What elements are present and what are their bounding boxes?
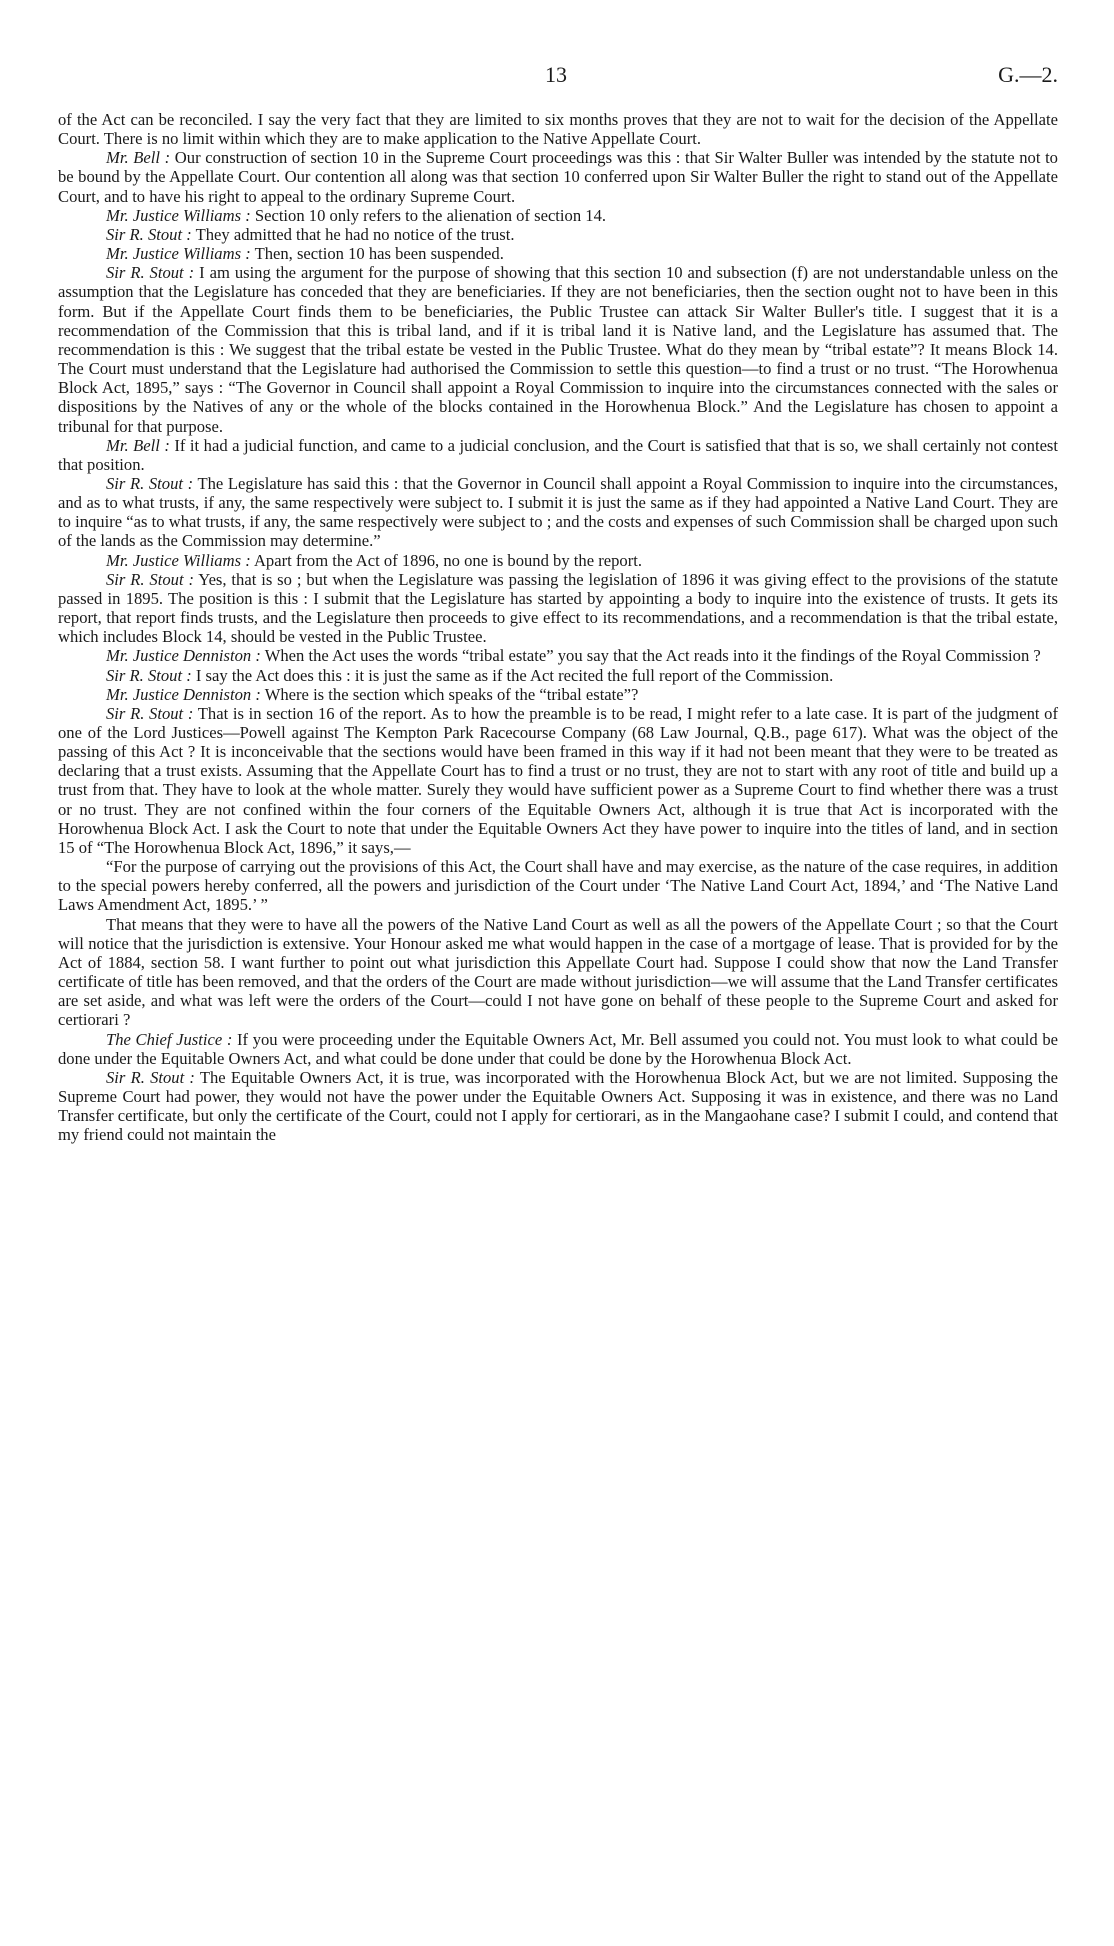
speaker-name: Sir R. Stout : [106, 703, 194, 723]
paragraph-text: If you were proceeding under the Equitable Owners Act, Mr. Bell assumed you could not. You must look to what could be done under the Equitable Owners Act, and what could be done under that could be done by the Horowhenua Block Act. [58, 1029, 1059, 1068]
speaker-name: Mr. Bell : [106, 148, 171, 168]
paragraph-text: I say the Act does this : it is just the same as if the Act recited the full report of the Commission. [191, 665, 834, 685]
speaker-name: Sir R. Stout : [106, 1067, 195, 1087]
paragraph-text: The Legislature has said this : that the Governor in Council shall appoint a Royal Commission to inquire into the circumstances, and as to what trusts, if any, the same respectively were subject to. I submit it is just the same as if they had appointed a Native Land Court. They are to inquire “as to what trusts, if any, the same respectively were subject to ; and the costs and expenses of such Commission shall be charged upon such of the lands as the Commission may determine.” [58, 473, 1058, 551]
speaker-name: The Chief Justice : [106, 1029, 233, 1049]
paragraph-text: Our construction of section 10 in the Supreme Court proceedings was this : that Sir Walter Buller was intended by the statute not to be bound by the Appellate Court. Our contention all along was that section 10 conferred upon Sir Walter Buller the right to stand out of the Appellate Court, and to have his right to appeal to the ordinary Supreme Court. [58, 148, 1058, 206]
paragraph [58, 225, 1058, 244]
paragraph-text: Yes, that is so ; but when the Legislature was passing the legislation of 1896 it was giving effect to the provisions of the statute passed in 1895. The position is this : I submit that the Legislature has started by appointing a body to inquire into the existence of trusts. It gets its report, that report finds trusts, and the Legislature then proceeds to give effect to its recommendations, and a recommendation is that the tribal estate, which includes Block 14, should be vested in the Public Trustee. [58, 569, 1058, 647]
paragraph [58, 666, 1058, 685]
speaker-name: Mr. Justice Denniston : [106, 646, 261, 666]
paragraph [58, 646, 1058, 665]
speaker-name: Sir R. Stout : [106, 263, 195, 283]
speaker-name: Mr. Justice Williams : [106, 550, 251, 570]
paragraph-text: Where is the section which speaks of the “tribal estate”? [260, 684, 639, 704]
page-number: 13 [545, 62, 567, 87]
paragraph [58, 474, 1058, 551]
paragraph: of the Act can be reconciled. I say the very fact that they are limited to six months proves that they are not to wait for the decision of the Appellate Court. There is no limit within which they are to make application to the Native Appellate Court. [58, 110, 1058, 149]
paragraph [58, 704, 1058, 857]
paragraph [58, 1030, 1058, 1068]
speaker-name: Mr. Justice Williams : [106, 205, 251, 225]
paragraph-text: I am using the argument for the purpose of showing that this section 10 and subsection (f) are not understandable unless on the assumption that the Legislature has conceded that they are beneficiaries. If they are not beneficiaries, then the section ought not to have been in this form. But if the Appellate Court finds them to be beneficiaries, the Public Trustee can attack Sir Walter Buller's title. I suggest that it is a recommendation of the Commission that this is tribal land, and if it is tribal land it is Native land, and the Legislature has assumed that. The recommendation is this : We suggest that the tribal estate be vested in the Public Trustee. What do they mean by “tribal estate”? It means Block 14. The Court must understand that the Legislature had authorised the Commission to settle this question—to find a trust or no trust. “The Horowhenua Block Act, 1895,” says : “The Governor in Council shall appoint a Royal Commission to inquire into the circumstances connected with the sales or dispositions by the Natives of any or the whole of the blocks contained in the Horowhenua Block.” And the Legislature has chosen to appoint a tribunal for that purpose. [58, 263, 1059, 436]
speaker-name: Sir R. Stout : [106, 665, 192, 685]
speaker-name: Sir R. Stout : [106, 473, 194, 493]
paragraph [58, 551, 1058, 570]
document-code: G.—2. [998, 62, 1058, 87]
paragraph [58, 570, 1058, 647]
quoted-statute: “For the purpose of carrying out the provisions of this Act, the Court shall have and may exercise, as the nature of the case requires, in addition to the special powers hereby conferred, all the powers and jurisdiction of the Court under ‘The Native Land Court Act, 1894,’ and ‘The Native Land Laws Amendment Act, 1895.’ ” [58, 857, 1058, 915]
paragraph-text: If it had a judicial function, and came to a judicial conclusion, and the Court is satisfied that that is so, we shall certainly not contest that position. [58, 435, 1058, 474]
speaker-name: Mr. Justice Williams : [106, 244, 251, 264]
paragraph-text: When the Act uses the words “tribal estate” you say that the Act reads into it the findings of the Royal Commission ? [260, 646, 1041, 666]
paragraph [58, 206, 1058, 225]
paragraph [58, 263, 1058, 435]
paragraph [58, 148, 1058, 205]
paragraph-text: The Equitable Owners Act, it is true, was incorporated with the Horowhenua Block Act, but we are not limited. Supposing the Supreme Court had power, they would not have the power under the Equitable Owners Act. Supposing it was in existence, and there was no Land Transfer certificate, but only the certificate of the Court, could not I apply for certiorari, as in the Mangaohane case? I submit I could, and contend that my friend could not maintain the [58, 1067, 1059, 1145]
document-body [58, 110, 1058, 1144]
paragraph: That means that they were to have all the powers of the Native Land Court as well as all the powers of the Appellate Court ; so that the Court will notice that the jurisdiction is extensive. Your Honour asked me what would happen in the case of a mortgage of lease. That is provided for by the Act of 1884, section 58. I want further to point out what jurisdiction this Appellate Court had. Suppose I could show that now the Land Transfer certificate of title has been removed, and that the orders of the Court are made without jurisdiction—we will assume that the Land Transfer certificates are set aside, and what was left were the orders of the Court—could I not have gone on behalf of these people to the Supreme Court and asked for certiorari ? [58, 914, 1058, 1030]
paragraph [58, 436, 1058, 474]
paragraph-text: Section 10 only refers to the alienation of section 14. [250, 205, 607, 225]
paragraph-text: Then, section 10 has been suspended. [250, 244, 504, 264]
paragraph [58, 1068, 1058, 1145]
page-header [0, 62, 1114, 92]
speaker-name: Mr. Bell : [106, 435, 170, 455]
speaker-name: Sir R. Stout : [106, 224, 192, 244]
paragraph-text: That is in section 16 of the report. As to how the preamble is to be read, I might refer to a late case. It is part of the judgment of one of the Lord Justices—Powell against The Kempton Park Racecourse Company (68 Law Journal, Q.B., page 617). What was the object of the passing of this Act ? It is inconceivable that the sections would have been framed in this way if it had not been meant that they were to be treated as declaring that a trust exists. Assuming that the Appellate Court has to find a trust or no trust, they are not to start with any root of title and build up a trust from that. They have to look at the whole matter. Surely they would have sufficient power as a Supreme Court to find whether there was a trust or no trust. They are not confined within the four corners of the Equitable Owners Act, although it is true that Act is incorporated with the Horowhenua Block Act. I ask the Court to note that under the Equitable Owners Act they have power to inquire into the titles of land, and in section 15 of “The Horowhenua Block Act, 1896,” it says,— [58, 703, 1059, 857]
paragraph [58, 685, 1058, 704]
speaker-name: Mr. Justice Denniston : [106, 684, 261, 704]
paragraph [58, 244, 1058, 263]
paragraph-text: They admitted that he had no notice of the trust. [191, 224, 515, 244]
speaker-name: Sir R. Stout : [106, 569, 194, 589]
paragraph-text: Apart from the Act of 1896, no one is bound by the report. [250, 550, 642, 570]
